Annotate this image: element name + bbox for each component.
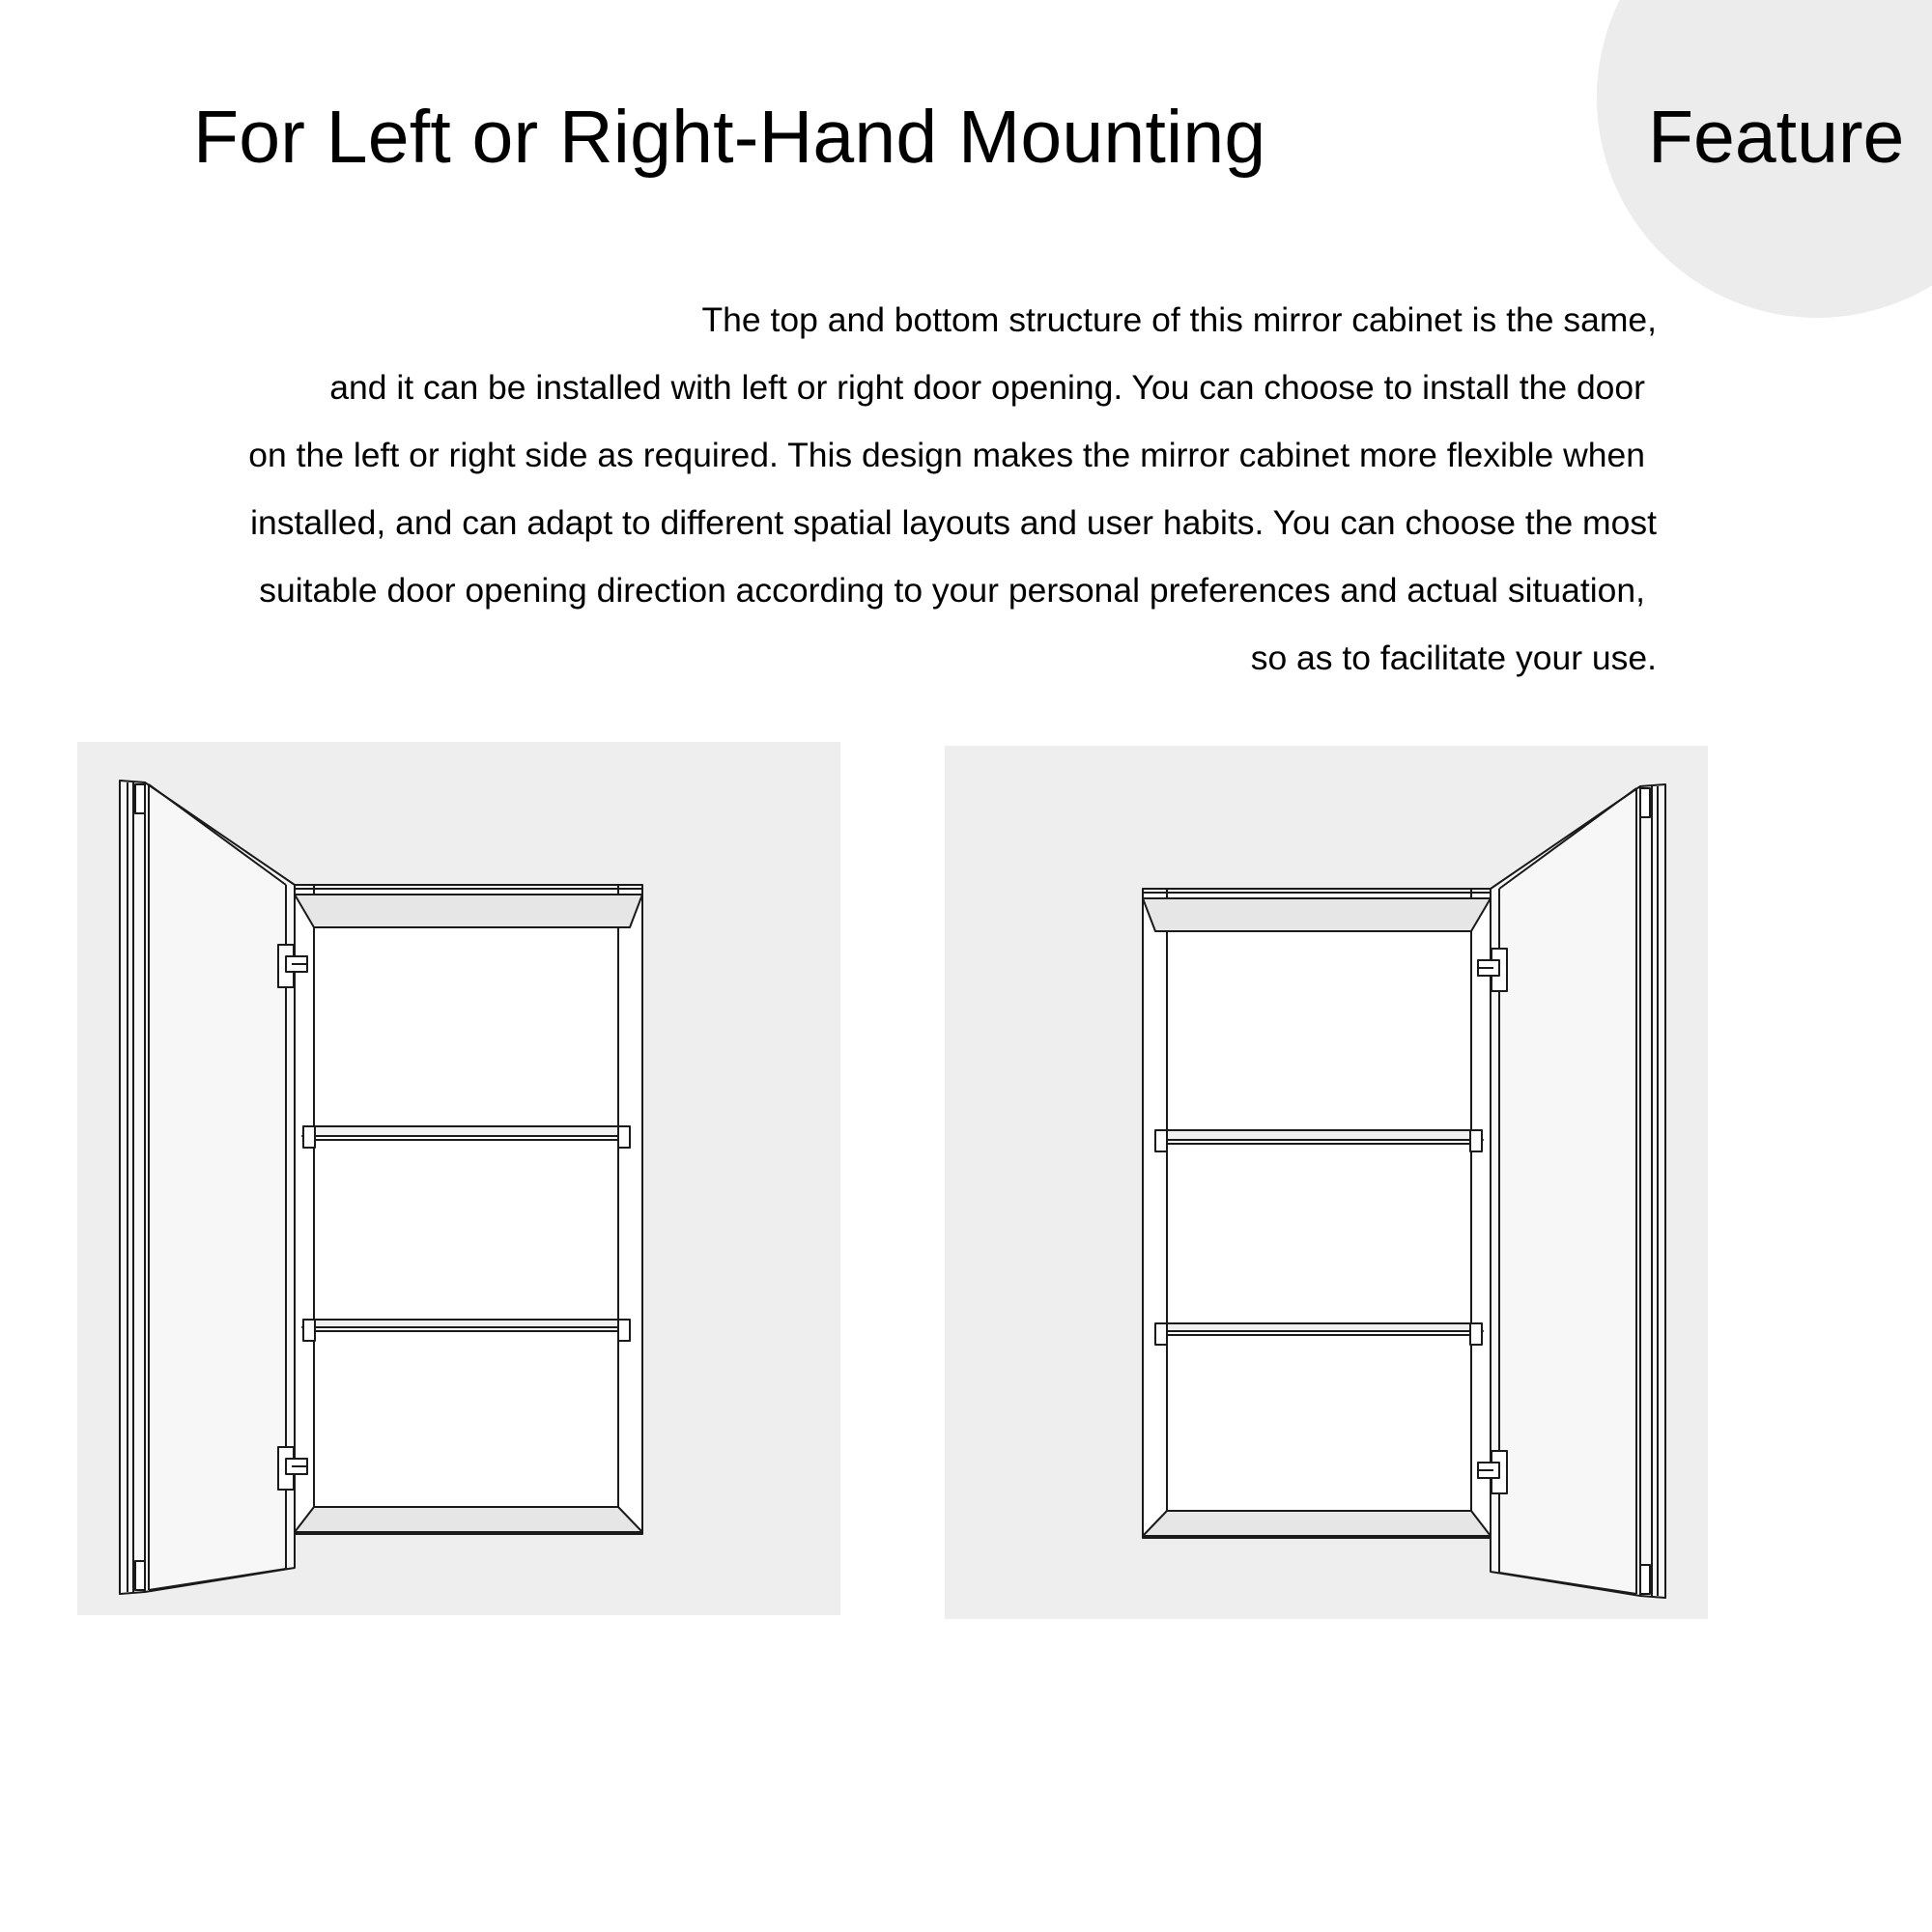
top-panel <box>1143 898 1491 931</box>
mirror-door <box>120 781 295 1594</box>
cabinet-right-door-open-icon <box>945 746 1708 1619</box>
cabinet-left-door-open-icon <box>77 742 840 1615</box>
left-hinge-cabinet-illustration <box>77 742 840 1615</box>
shelf <box>1155 1130 1483 1140</box>
top-panel <box>295 895 642 927</box>
description-line: so as to facilitate your use. <box>1250 639 1657 677</box>
feature-badge-label: Feature <box>1648 96 1905 179</box>
bottom-panel <box>295 1507 642 1532</box>
description-line: installed, and can adapt to different spatial layouts and user habits. You can choose the most <box>250 503 1657 542</box>
cabinet-body <box>1143 889 1491 1538</box>
shelf <box>302 1126 630 1136</box>
shelf <box>302 1320 630 1327</box>
feature-description <box>34 286 1657 692</box>
description-line: on the left or right side as required. This design makes the mirror cabinet more flexible when <box>248 436 1645 474</box>
mirror-door <box>1491 784 1665 1598</box>
description-line: suitable door opening direction according to your personal preferences and actual situation, <box>259 571 1645 610</box>
cabinet-body <box>295 885 642 1534</box>
page-title: For Left or Right-Hand Mounting <box>193 96 1266 179</box>
shelf <box>1155 1323 1483 1331</box>
bottom-panel <box>1143 1511 1491 1536</box>
right-hinge-cabinet-illustration <box>945 746 1708 1619</box>
description-line: The top and bottom structure of this mirror cabinet is the same, <box>701 300 1657 339</box>
description-line: and it can be installed with left or right door opening. You can choose to install the door <box>329 368 1645 407</box>
